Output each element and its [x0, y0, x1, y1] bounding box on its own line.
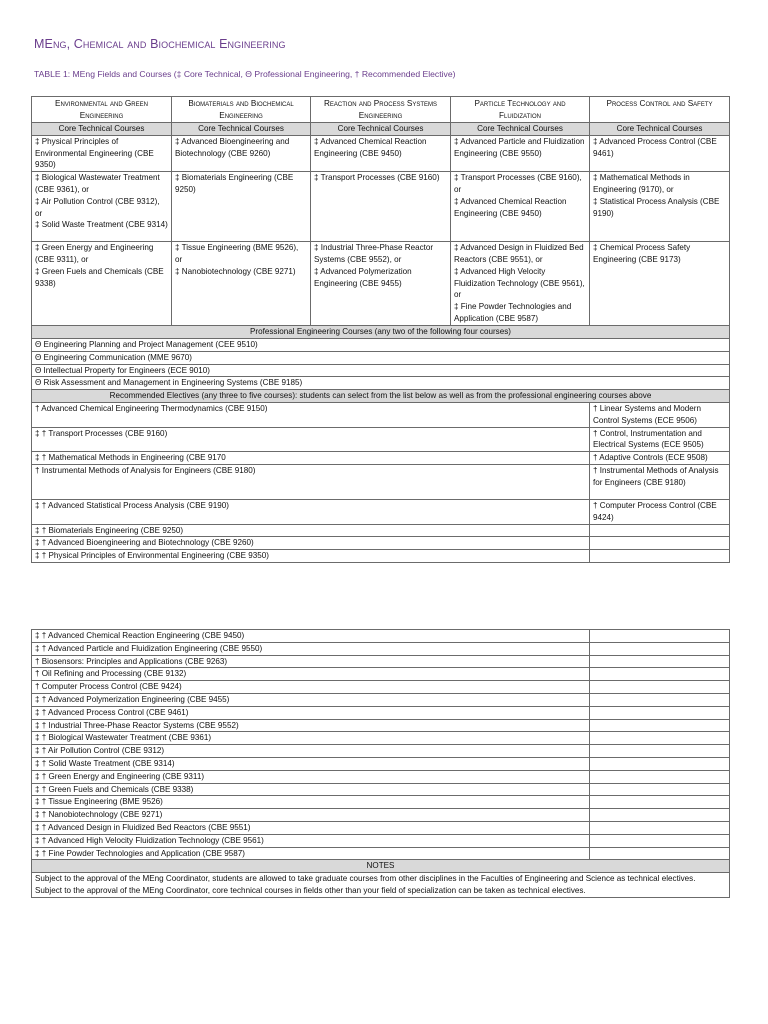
core-technical-label: Core Technical Courses — [32, 123, 172, 136]
professional-row — [32, 377, 730, 390]
elective-course-extra: † Linear Systems and Modern Control Systems (ECE 9506) — [590, 402, 730, 427]
elective-course: ‡ † Fine Powder Technologies and Application (CBE 9587) — [32, 847, 590, 860]
course-item: ‡ Green Energy and Engineering (CBE 9311), or — [35, 243, 154, 264]
course-item: ‡ Advanced Particle and Fluidization Engineering (CBE 9550) — [454, 136, 585, 158]
elective-course: ‡ † Solid Waste Treatment (CBE 9314) — [32, 757, 590, 770]
notes-heading-row — [32, 860, 730, 873]
notes-row — [32, 873, 730, 898]
professional-row — [32, 364, 730, 377]
field-header-row — [32, 97, 730, 123]
elective-row — [32, 770, 730, 783]
elective-row — [32, 706, 730, 719]
professional-row — [32, 338, 730, 351]
elective-course-extra — [590, 693, 730, 706]
elective-course: † Oil Refining and Processing (CBE 9132) — [32, 668, 590, 681]
course-item: ‡ Mathematical Methods in Engineering (9170), or — [593, 173, 690, 194]
course-item: ‡ Solid Waste Treatment (CBE 9314) — [35, 220, 168, 230]
elective-course: ‡ † Advanced Chemical Reaction Engineering (CBE 9450) — [32, 630, 590, 643]
core-technical-label: Core Technical Courses — [311, 123, 451, 136]
course-item: ‡ Advanced Chemical Reaction Engineering (CBE 9450) — [314, 136, 427, 158]
elective-course: ‡ † Advanced Design in Fluidized Bed Reactors (CBE 9551) — [32, 821, 590, 834]
field-header: Biomaterials and Biochemical Engineering — [172, 97, 311, 123]
course-item: ‡ Chemical Process Safety Engineering (CBE 9173) — [593, 243, 691, 264]
core-cell — [451, 242, 590, 326]
core-cell — [172, 242, 311, 326]
elective-course: ‡ † Advanced Process Control (CBE 9461) — [32, 706, 590, 719]
elective-course-extra: † Computer Process Control (CBE 9424) — [590, 499, 730, 524]
elective-row — [32, 681, 730, 694]
elective-course: ‡ † Green Fuels and Chemicals (CBE 9338) — [32, 783, 590, 796]
core-cell — [311, 242, 451, 326]
elective-course-extra — [590, 732, 730, 745]
professional-heading-row — [32, 326, 730, 339]
elective-row — [32, 693, 730, 706]
elective-row — [32, 821, 730, 834]
elective-course-extra — [590, 537, 730, 550]
elective-course: ‡ † Advanced High Velocity Fluidization Technology (CBE 9561) — [32, 834, 590, 847]
core-cell — [590, 242, 730, 326]
core-cell — [451, 172, 590, 242]
professional-course: Θ Intellectual Property for Engineers (ECE 9010) — [32, 364, 730, 377]
elective-row — [32, 668, 730, 681]
elective-course-extra — [590, 757, 730, 770]
table-caption: TABLE 1: MEng Fields and Courses (‡ Core Technical, Θ Professional Engineering, † Recommended Elective) — [34, 69, 456, 79]
elective-course: ‡ † Biological Wastewater Treatment (CBE 9361) — [32, 732, 590, 745]
course-item: ‡ Industrial Three-Phase Reactor Systems (CBE 9552), or — [314, 243, 434, 264]
course-item: ‡ Transport Processes (CBE 9160), or — [454, 173, 582, 194]
course-item: ‡ Advanced Polymerization Engineering (CBE 9455) — [314, 266, 412, 288]
elective-course-extra — [590, 668, 730, 681]
professional-heading: Professional Engineering Courses (any two of the following four courses) — [32, 326, 730, 339]
field-header: Particle Technology and Fluidization — [451, 97, 590, 123]
elective-course: ‡ † Industrial Three-Phase Reactor Systems (CBE 9552) — [32, 719, 590, 732]
elective-course-extra: † Adaptive Controls (ECE 9508) — [590, 452, 730, 465]
electives-heading-row — [32, 390, 730, 403]
elective-course-extra — [590, 796, 730, 809]
elective-course: † Advanced Chemical Engineering Thermodynamics (CBE 9150) — [32, 402, 590, 427]
professional-course: Θ Engineering Communication (MME 9670) — [32, 351, 730, 364]
elective-course: ‡ † Physical Principles of Environmental Engineering (CBE 9350) — [32, 550, 590, 563]
elective-course-extra: † Instrumental Methods of Analysis for Engineers (CBE 9180) — [590, 464, 730, 499]
core-cell — [172, 172, 311, 242]
core-cell — [311, 172, 451, 242]
elective-course-extra — [590, 770, 730, 783]
core-cell — [32, 135, 172, 171]
note-line: Subject to the approval of the MEng Coordinator, students are allowed to take graduate courses from other disciplines in the Faculties of Engineering and Science as technical electives. — [35, 874, 696, 884]
course-item: ‡ Fine Powder Technologies and Application (CBE 9587) — [454, 302, 572, 323]
elective-row — [32, 809, 730, 822]
elective-course-extra — [590, 719, 730, 732]
elective-row — [32, 499, 730, 524]
course-item: ‡ Statistical Process Analysis (CBE 9190) — [593, 196, 720, 218]
core-cell — [32, 172, 172, 242]
field-header: Environmental and Green Engineering — [32, 97, 172, 123]
elective-course-extra — [590, 550, 730, 563]
elective-row — [32, 550, 730, 563]
elective-course: ‡ † Biomaterials Engineering (CBE 9250) — [32, 524, 590, 537]
course-item: ‡ Physical Principles of Environmental Engineering (CBE 9350) — [35, 136, 154, 170]
elective-course: ‡ † Air Pollution Control (CBE 9312) — [32, 745, 590, 758]
elective-course-extra — [590, 821, 730, 834]
core-cell — [590, 135, 730, 171]
elective-course-extra — [590, 524, 730, 537]
course-item: ‡ Transport Processes (CBE 9160) — [314, 173, 440, 183]
course-item: ‡ Biological Wastewater Treatment (CBE 9361), or — [35, 173, 160, 194]
elective-row — [32, 783, 730, 796]
notes-body — [32, 873, 730, 898]
course-item: ‡ Nanobiotechnology (CBE 9271) — [175, 266, 296, 276]
elective-row — [32, 732, 730, 745]
core-cell — [451, 135, 590, 171]
elective-course-extra — [590, 630, 730, 643]
elective-row — [32, 847, 730, 860]
elective-course: ‡ † Tissue Engineering (BME 9526) — [32, 796, 590, 809]
professional-course: Θ Risk Assessment and Management in Engineering Systems (CBE 9185) — [32, 377, 730, 390]
elective-course-extra: † Control, Instrumentation and Electrical Systems (ECE 9505) — [590, 427, 730, 452]
elective-row — [32, 834, 730, 847]
field-header: Reaction and Process Systems Engineering — [311, 97, 451, 123]
elective-row — [32, 745, 730, 758]
elective-row — [32, 427, 730, 452]
core-technical-label: Core Technical Courses — [451, 123, 590, 136]
elective-course-extra — [590, 642, 730, 655]
core-row — [32, 172, 730, 242]
elective-course-extra — [590, 834, 730, 847]
elective-course-extra — [590, 655, 730, 668]
electives-continued-table — [31, 629, 730, 898]
elective-course: ‡ † Advanced Bioengineering and Biotechnology (CBE 9260) — [32, 537, 590, 550]
electives-heading: Recommended Electives (any three to five courses): students can select from the list below as well as from the professional engineering courses above — [32, 390, 730, 403]
elective-course-extra — [590, 681, 730, 694]
elective-course: ‡ † Transport Processes (CBE 9160) — [32, 427, 590, 452]
elective-row — [32, 719, 730, 732]
course-item: ‡ Advanced Design in Fluidized Bed Reactors (CBE 9551), or — [454, 243, 584, 264]
elective-course-extra — [590, 783, 730, 796]
core-cell — [590, 172, 730, 242]
elective-row — [32, 796, 730, 809]
elective-course: ‡ † Mathematical Methods in Engineering (CBE 9170 — [32, 452, 590, 465]
core-cell — [311, 135, 451, 171]
core-row — [32, 135, 730, 171]
course-item: ‡ Biomaterials Engineering (CBE 9250) — [175, 173, 294, 194]
elective-row — [32, 464, 730, 499]
notes-heading: NOTES — [32, 860, 730, 873]
elective-course: † Instrumental Methods of Analysis for Engineers (CBE 9180) — [32, 464, 590, 499]
professional-row — [32, 351, 730, 364]
professional-course: Θ Engineering Planning and Project Management (CEE 9510) — [32, 338, 730, 351]
elective-course-extra — [590, 809, 730, 822]
course-item: ‡ Tissue Engineering (BME 9526), or — [175, 243, 299, 264]
course-item: ‡ Green Fuels and Chemicals (CBE 9338) — [35, 266, 164, 288]
elective-row — [32, 452, 730, 465]
course-item: ‡ Air Pollution Control (CBE 9312), or — [35, 196, 160, 218]
course-item: ‡ Advanced Process Control (CBE 9461) — [593, 136, 717, 158]
core-cell — [172, 135, 311, 171]
core-row — [32, 242, 730, 326]
elective-course: ‡ † Nanobiotechnology (CBE 9271) — [32, 809, 590, 822]
elective-row — [32, 630, 730, 643]
fields-courses-table — [31, 96, 730, 563]
course-item: ‡ Advanced Chemical Reaction Engineering (CBE 9450) — [454, 196, 567, 218]
elective-row — [32, 402, 730, 427]
core-cell — [32, 242, 172, 326]
elective-course: ‡ † Advanced Particle and Fluidization Engineering (CBE 9550) — [32, 642, 590, 655]
elective-course-extra — [590, 706, 730, 719]
elective-course-extra — [590, 847, 730, 860]
elective-course: ‡ † Green Energy and Engineering (CBE 9311) — [32, 770, 590, 783]
core-header-row — [32, 123, 730, 136]
field-header: Process Control and Safety — [590, 97, 730, 123]
elective-course: ‡ † Advanced Polymerization Engineering (CBE 9455) — [32, 693, 590, 706]
elective-row — [32, 642, 730, 655]
core-technical-label: Core Technical Courses — [172, 123, 311, 136]
course-item: ‡ Advanced High Velocity Fluidization Technology (CBE 9561), or — [454, 266, 585, 300]
document-title: MEng, Chemical and Biochemical Engineering — [34, 37, 286, 51]
course-item: ‡ Advanced Bioengineering and Biotechnology (CBE 9260) — [175, 136, 290, 158]
elective-row — [32, 757, 730, 770]
elective-course: ‡ † Advanced Statistical Process Analysis (CBE 9190) — [32, 499, 590, 524]
elective-row — [32, 537, 730, 550]
elective-course-extra — [590, 745, 730, 758]
note-line: Subject to the approval of the MEng Coordinator, core technical courses in fields other than your field of specialization can be taken as technical electives. — [35, 885, 586, 895]
elective-row — [32, 524, 730, 537]
elective-row — [32, 655, 730, 668]
core-technical-label: Core Technical Courses — [590, 123, 730, 136]
elective-course: † Biosensors: Principles and Applications (CBE 9263) — [32, 655, 590, 668]
elective-course: † Computer Process Control (CBE 9424) — [32, 681, 590, 694]
